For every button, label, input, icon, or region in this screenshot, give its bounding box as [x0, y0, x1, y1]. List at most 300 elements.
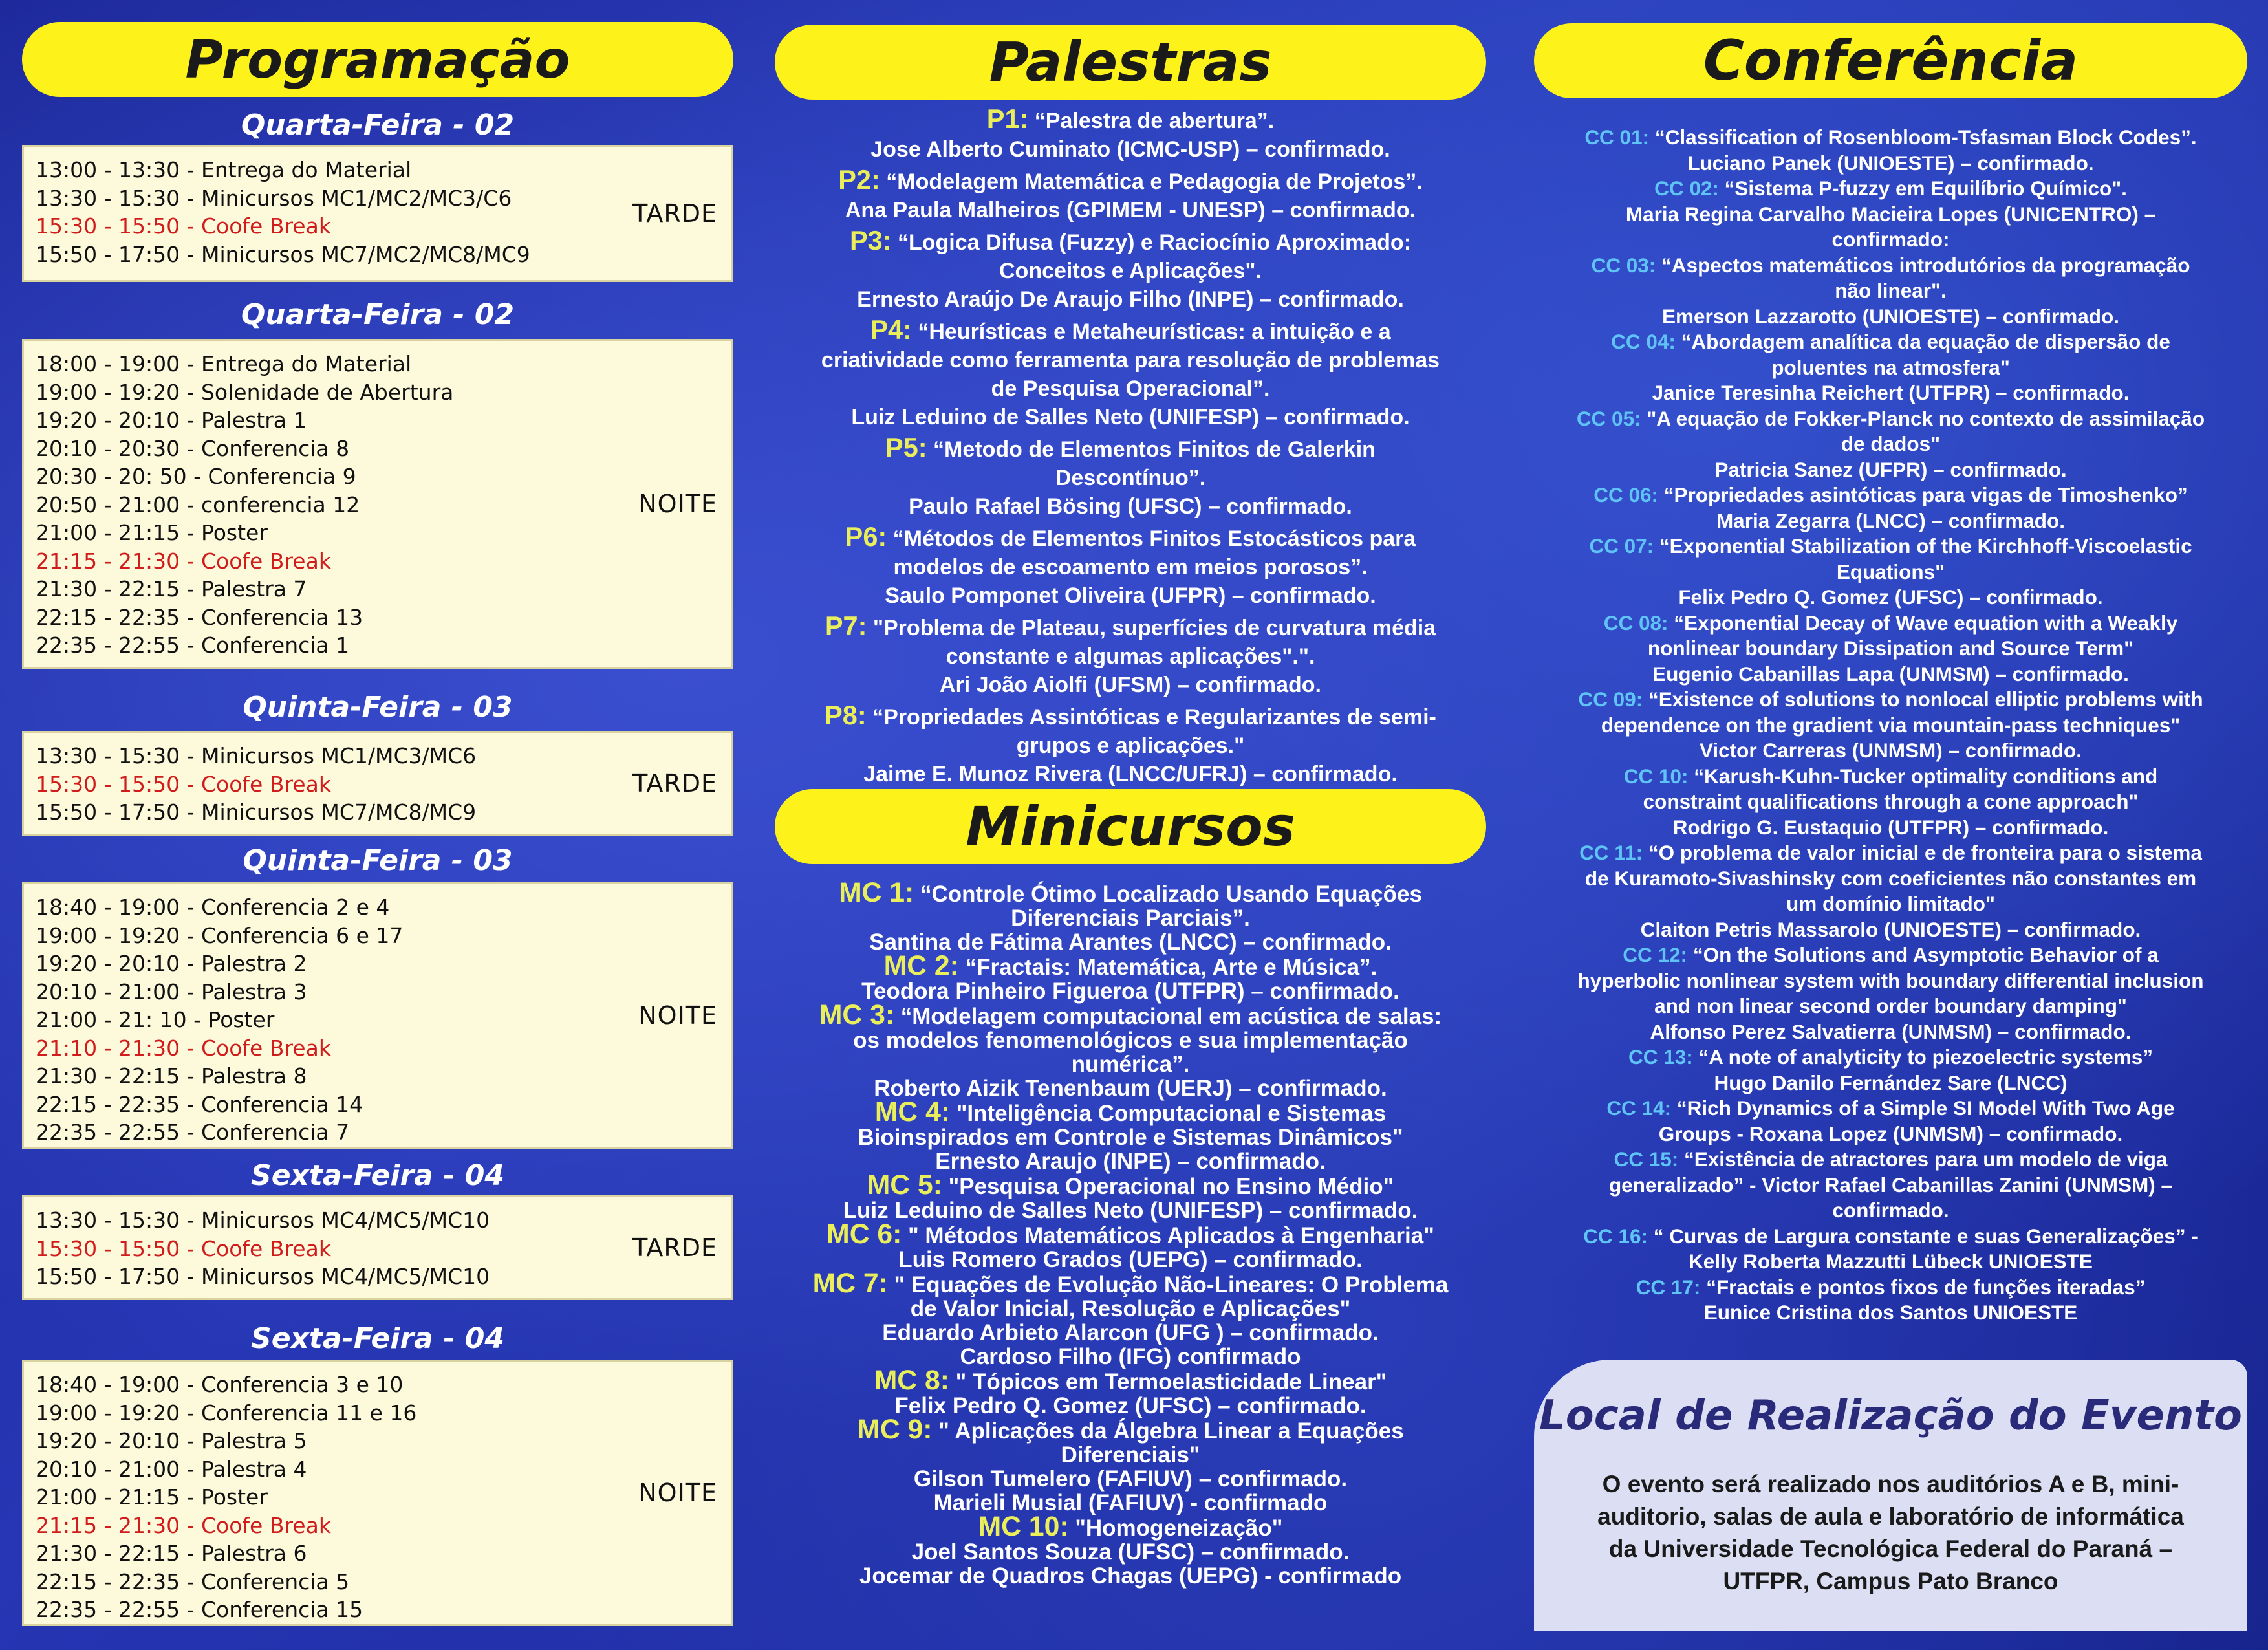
conferencia-item: [1534, 406, 2247, 483]
minicursos-title: Minicursos: [966, 795, 1295, 858]
item-text: "Pesquisa Operacional no Ensino Médio": [948, 1174, 1394, 1199]
item-text: "Problema de Plateau, superfícies de curvatura média: [872, 616, 1436, 640]
item-text: Eugenio Cabanillas Lapa (UNMSM) – confirmado.: [1652, 662, 2129, 686]
item-line: [775, 346, 1486, 375]
item-code: P5:: [885, 432, 927, 462]
item-text: “On the Solutions and Asymptotic Behavior of a: [1692, 943, 2159, 966]
item-title-line: [1534, 1045, 2247, 1070]
item-line: [775, 257, 1486, 285]
item-code: P2:: [838, 164, 880, 195]
palestras-item: [775, 105, 1486, 164]
local-line: O evento será realizado nos auditórios A e B, mini-: [1602, 1471, 2179, 1497]
item-code: MC 5:: [867, 1169, 942, 1200]
item-line: [1534, 968, 2247, 994]
item-text: não linear".: [1835, 279, 1947, 302]
palestras-item: [775, 433, 1486, 521]
item-line: [1534, 559, 2247, 585]
local-description: [1534, 1468, 2247, 1598]
item-line: [1534, 585, 2247, 611]
local-line: da Universidade Tecnológica Federal do Paraná –: [1608, 1536, 2173, 1562]
item-text: modelos de escoamento em meios porosos”.: [893, 555, 1368, 580]
item-code: MC 6:: [826, 1219, 902, 1250]
item-line: [775, 1491, 1486, 1515]
item-line: [775, 1125, 1486, 1149]
item-title-line: [1534, 483, 2247, 508]
period-label: NOITE: [638, 1479, 717, 1507]
item-line: [775, 1540, 1486, 1564]
item-text: " Métodos Matemáticos Aplicados à Engenharia": [908, 1223, 1434, 1248]
item-text: “Palestra de abertura”.: [1034, 109, 1275, 133]
item-text: um domínio limitado": [1786, 892, 1995, 915]
conferencia-item: [1534, 534, 2247, 611]
item-title-line: [775, 1169, 1486, 1200]
item-title-line: [775, 166, 1486, 196]
item-line: [775, 1467, 1486, 1491]
item-text: “Fractais: Matemática, Arte e Música”.: [965, 955, 1377, 980]
item-line: [775, 1443, 1486, 1467]
item-text: Ernesto Araujo (INPE) – confirmado.: [935, 1149, 1326, 1174]
palestras-item: [775, 523, 1486, 610]
item-text: criatividade como ferramenta para resolução de problemas: [821, 348, 1440, 373]
schedule-row: 21:00 - 21: 10 - Poster: [36, 1007, 275, 1032]
item-text: Kelly Roberta Mazzutti Lübeck UNIOESTE: [1689, 1250, 2093, 1273]
item-text: constante e algumas aplicações".".: [945, 644, 1315, 669]
item-code: CC 17:: [1636, 1275, 1701, 1299]
programacao-title: Programação: [185, 29, 570, 90]
item-line: [775, 375, 1486, 403]
item-text: Joel Santos Souza (UFSC) – confirmado.: [911, 1539, 1350, 1565]
day-heading: Quinta-Feira - 03: [243, 691, 513, 724]
period-label: TARDE: [632, 1233, 717, 1262]
item-title-line: [775, 612, 1486, 642]
item-code: P4:: [870, 314, 912, 345]
item-text: “Propriedades asintóticas para vigas de Timoshenko”: [1663, 483, 2188, 506]
item-code: CC 13:: [1628, 1045, 1693, 1069]
item-line: [775, 1297, 1486, 1321]
item-title-line: [1534, 125, 2247, 151]
item-text: generalizado” - Victor Rafael Cabanillas Zanini (UNMSM) –: [1608, 1173, 2173, 1197]
item-line: [1534, 304, 2247, 330]
item-text: Saulo Pomponet Oliveira (UFPR) – confirmado.: [885, 583, 1376, 608]
item-code: CC 14:: [1606, 1096, 1672, 1120]
item-text: “Classification of Rosenbloom-Tsfasman Block Codes”.: [1654, 125, 2197, 149]
item-text: de Kuramoto-Sivashinsky com coeficientes não constantes em: [1584, 866, 2197, 890]
item-line: [775, 581, 1486, 610]
item-code: CC 11:: [1579, 841, 1643, 864]
item-title-line: [775, 1414, 1486, 1445]
item-text: Gilson Tumelero (FAFIUV) – confirmado.: [913, 1466, 1348, 1492]
schedule-row: 20:50 - 21:00 - conferencia 12: [36, 492, 360, 517]
item-title-line: [775, 523, 1486, 553]
conferencia-item: [1534, 329, 2247, 406]
period-label: NOITE: [638, 1001, 717, 1030]
local-title: Local de Realização do Evento: [1539, 1392, 2242, 1440]
conferencia-item: [1534, 483, 2247, 534]
item-code: MC 1:: [839, 877, 914, 908]
schedule-row: 15:50 - 17:50 - Minicursos MC4/MC5/MC10: [36, 1264, 490, 1289]
item-text: " Aplicações da Álgebra Linear a Equações: [938, 1418, 1404, 1444]
minicursos-list: [775, 877, 1486, 1589]
conferencia-item: [1534, 1224, 2247, 1275]
item-text: Emerson Lazzarotto (UNIOESTE) – confirmado.: [1661, 304, 2120, 328]
item-text: Santina de Fátima Arantes (LNCC) – confirmado.: [869, 929, 1392, 955]
item-code: P3:: [849, 225, 892, 255]
conferencia-item: [1534, 1275, 2247, 1326]
item-line: [1534, 789, 2247, 815]
item-line: [1534, 151, 2247, 177]
coffee-break-row: 21:15 - 21:30 - Coofe Break: [36, 548, 331, 574]
item-line: [775, 732, 1486, 760]
item-text: “Modelagem computacional em acústica de salas:: [900, 1004, 1442, 1029]
schedule-row: 22:15 - 22:35 - Conferencia 14: [36, 1091, 363, 1117]
item-text: Maria Zegarra (LNCC) – confirmado.: [1716, 508, 2066, 532]
day-heading: Sexta-Feira - 04: [251, 1322, 504, 1355]
item-code: CC 08:: [1603, 611, 1669, 635]
schedule-row: 22:35 - 22:55 - Conferencia 15: [36, 1597, 363, 1622]
item-text: Victor Carreras (UNMSM) – confirmado.: [1699, 739, 2082, 762]
item-line: [1534, 380, 2247, 406]
item-text: and non linear second order boundary damping": [1654, 994, 2127, 1017]
schedule-row: 20:30 - 20: 50 - Conferencia 9: [36, 464, 356, 489]
item-code: CC 16:: [1583, 1224, 1648, 1248]
item-title-line: [1534, 687, 2247, 713]
item-title-line: [775, 1511, 1486, 1542]
schedule-row: 13:30 - 15:30 - Minicursos MC1/MC3/MC6: [36, 743, 477, 768]
item-text: Roberto Aizik Tenenbaum (UERJ) – confirmado.: [874, 1076, 1387, 1101]
item-title-line: [775, 1268, 1486, 1299]
item-line: [775, 1321, 1486, 1345]
schedule-box: [22, 882, 733, 1149]
item-text: “Karush-Kuhn-Tucker optimality conditions and: [1694, 764, 2158, 788]
item-text: poluentes na atmosfera": [1771, 355, 2010, 379]
item-code: MC 4:: [874, 1096, 951, 1127]
conferencia-item: [1534, 840, 2247, 942]
item-line: [1534, 738, 2247, 764]
minicursos-item: [775, 1268, 1486, 1369]
minicursos-item: [775, 1219, 1486, 1272]
item-code: MC 2:: [883, 950, 959, 981]
coffee-break-row: 15:30 - 15:50 - Coofe Break: [36, 1235, 331, 1261]
local-line: auditorio, salas de aula e laboratório de informática: [1597, 1503, 2184, 1530]
item-text: “Fractais e pontos fixos de funções iteradas”: [1706, 1275, 2146, 1299]
item-line: [775, 906, 1486, 930]
item-text: de dados": [1841, 432, 1941, 455]
item-code: P8:: [825, 700, 867, 730]
item-text: “Heurísticas e Metaheurísticas: a intuição e a: [918, 320, 1391, 344]
conferencia-item: [1534, 764, 2247, 841]
item-line: [775, 1564, 1486, 1588]
item-text: Janice Teresinha Reichert (UTFPR) – confirmado.: [1652, 381, 2130, 404]
item-title-line: [1534, 840, 2247, 866]
item-line: [775, 553, 1486, 581]
minicursos-item: [775, 1414, 1486, 1515]
palestras-title: Palestras: [989, 30, 1272, 94]
conferencia-item: [1534, 253, 2247, 330]
item-text: “Propriedades Assintóticas e Regularizantes de semi-: [872, 705, 1436, 730]
programacao-header: [22, 22, 733, 97]
item-text: Hugo Danilo Fernández Sare (LNCC): [1714, 1070, 2068, 1094]
item-line: [775, 464, 1486, 492]
day-heading: Quarta-Feira - 02: [241, 109, 515, 142]
minicursos-item: [775, 1096, 1486, 1174]
conferencia-item: [1534, 611, 2247, 688]
item-code: CC 01:: [1584, 125, 1650, 149]
conferencia-item: [1534, 1045, 2247, 1096]
item-title-line: [1534, 329, 2247, 355]
item-line: [1534, 636, 2247, 662]
item-line: [775, 760, 1486, 788]
item-text: “Controle Ótimo Localizado Usando Equações: [920, 882, 1422, 907]
schedule-row: 19:20 - 20:10 - Palestra 1: [36, 407, 307, 433]
item-line: [1534, 1249, 2247, 1275]
period-label: TARDE: [632, 199, 717, 228]
item-text: “Logica Difusa (Fuzzy) e Raciocínio Aproximado:: [897, 230, 1412, 255]
item-line: [1534, 713, 2247, 739]
item-text: “Exponential Stabilization of the Kirchhoff-Viscoelastic: [1659, 534, 2192, 558]
item-line: [1534, 355, 2247, 381]
item-text: “Metodo de Elementos Finitos de Galerkin: [933, 437, 1376, 462]
item-title-line: [1534, 176, 2247, 202]
schedule-row: 19:00 - 19:20 - Conferencia 6 e 17: [36, 922, 404, 948]
item-line: [1534, 1300, 2247, 1326]
item-text: “Abordagem analítica da equação de dispersão de: [1681, 330, 2170, 353]
item-text: nonlinear boundary Dissipation and Source Term": [1647, 636, 2134, 660]
item-text: " Equações de Evolução Não-Lineares: O Problema: [894, 1272, 1449, 1297]
item-line: [1534, 431, 2247, 457]
item-text: "A equação de Fokker-Planck no contexto de assimilação: [1647, 406, 2205, 430]
palestras-item: [775, 316, 1486, 431]
palestras-item: [775, 701, 1486, 788]
item-text: dependence on the gradient via mountain-pass techniques": [1601, 713, 2181, 737]
item-text: Eunice Cristina dos Santos UNIOESTE: [1703, 1301, 2078, 1324]
item-title-line: [1534, 1096, 2247, 1122]
schedule-row: 20:10 - 21:00 - Palestra 4: [36, 1456, 307, 1482]
item-line: [1534, 202, 2247, 228]
conferencia-item: [1534, 687, 2247, 764]
item-code: CC 04:: [1611, 330, 1676, 353]
item-text: grupos e aplicações.": [1016, 733, 1245, 758]
item-code: MC 10:: [978, 1511, 1069, 1542]
item-title-line: [775, 316, 1486, 346]
day-heading: Sexta-Feira - 04: [251, 1159, 504, 1192]
item-line: [775, 403, 1486, 431]
day-heading: Quinta-Feira - 03: [243, 844, 513, 877]
item-text: Eduardo Arbieto Alarcon (UFG ) – confirmado.: [882, 1320, 1379, 1345]
item-text: "Inteligência Computacional e Sistemas: [956, 1101, 1387, 1126]
item-line: [775, 671, 1486, 699]
item-text: Luis Romero Grados (UEPG) – confirmado.: [898, 1247, 1363, 1272]
item-text: de Pesquisa Operacional”.: [991, 376, 1270, 401]
local-box: [1534, 1360, 2247, 1631]
day-heading: Quarta-Feira - 02: [241, 298, 515, 331]
schedule-row: 21:00 - 21:15 - Poster: [36, 520, 268, 545]
item-title-line: [775, 105, 1486, 135]
item-line: [775, 930, 1486, 954]
item-code: CC 15:: [1614, 1147, 1679, 1171]
conferencia-item: [1534, 942, 2247, 1045]
item-line: [1534, 1198, 2247, 1224]
schedule-box: [22, 1360, 733, 1626]
schedule-box: [22, 731, 733, 836]
period-label: TARDE: [632, 769, 717, 798]
item-title-line: [775, 701, 1486, 732]
item-code: CC 05:: [1576, 406, 1641, 430]
item-title-line: [1534, 942, 2247, 968]
item-code: P6:: [845, 521, 887, 552]
item-line: [1534, 457, 2247, 483]
item-line: [1534, 1019, 2247, 1045]
item-text: Teodora Pinheiro Figueroa (UTFPR) – confirmado.: [861, 979, 1399, 1004]
schedule-row: 19:20 - 20:10 - Palestra 2: [36, 951, 307, 976]
palestras-item: [775, 226, 1486, 314]
item-text: os modelos fenomenológicos e sua implementação: [853, 1028, 1408, 1053]
item-title-line: [1534, 764, 2247, 790]
item-line: [775, 196, 1486, 224]
minicursos-item: [775, 1365, 1486, 1418]
item-text: constraint qualifications through a cone approach": [1643, 790, 2139, 813]
item-line: [1534, 917, 2247, 943]
schedule-row: 20:10 - 20:30 - Conferencia 8: [36, 435, 350, 461]
item-text: “Modelagem Matemática e Pedagogia de Projetos”.: [886, 169, 1423, 194]
item-line: [1534, 227, 2247, 253]
minicursos-item: [775, 877, 1486, 955]
item-text: Alfonso Perez Salvatierra (UNMSM) – confirmado.: [1650, 1019, 2132, 1043]
coffee-break-row: 15:30 - 15:50 - Coofe Break: [36, 213, 331, 239]
item-text: Jaime E. Munoz Rivera (LNCC/UFRJ) – confirmado.: [863, 762, 1398, 787]
schedule-row: 19:00 - 19:20 - Solenidade de Abertura: [36, 379, 454, 405]
item-text: Ari João Aiolfi (UFSM) – confirmado.: [940, 673, 1321, 697]
schedule-box: [22, 339, 733, 669]
item-code: P1:: [986, 103, 1029, 134]
coffee-break-row: 21:10 - 21:30 - Coofe Break: [36, 1035, 331, 1061]
item-text: Felix Pedro Q. Gomez (UFSC) – confirmado.: [1678, 585, 2103, 609]
item-code: MC 9:: [857, 1414, 933, 1445]
schedule-row: 22:35 - 22:55 - Conferencia 7: [36, 1120, 350, 1145]
item-line: [775, 285, 1486, 314]
schedule-row: 22:35 - 22:55 - Conferencia 1: [36, 633, 350, 658]
schedule-box: [22, 1195, 733, 1300]
item-title-line: [775, 433, 1486, 464]
local-line: UTFPR, Campus Pato Branco: [1723, 1568, 2058, 1594]
item-line: [1534, 891, 2247, 917]
item-text: Felix Pedro Q. Gomez (UFSC) – confirmado.: [894, 1393, 1366, 1418]
schedule-box: [22, 145, 733, 282]
schedule-row: 21:00 - 21:15 - Poster: [36, 1484, 268, 1510]
item-text: Luiz Leduino de Salles Neto (UNIFESP) – confirmado.: [851, 405, 1410, 429]
schedule-row: 20:10 - 21:00 - Palestra 3: [36, 979, 307, 1004]
item-text: Groups - Roxana Lopez (UNMSM) – confirmado.: [1658, 1122, 2123, 1145]
item-line: [1534, 866, 2247, 892]
item-code: MC 3:: [819, 999, 895, 1030]
item-line: [1534, 1173, 2247, 1199]
item-title-line: [1534, 1147, 2247, 1173]
item-title-line: [775, 226, 1486, 257]
item-text: de Valor Inicial, Resolução e Aplicações": [910, 1296, 1351, 1321]
minicursos-item: [775, 999, 1486, 1101]
item-line: [775, 1052, 1486, 1076]
item-text: “A note of analyticity to piezoelectric systems”: [1698, 1045, 2154, 1069]
conferencia-item: [1534, 176, 2247, 253]
schedule-row: 15:50 - 17:50 - Minicursos MC7/MC2/MC8/MC9: [36, 241, 530, 267]
item-title-line: [1534, 611, 2247, 636]
item-title-line: [775, 1219, 1486, 1250]
item-line: [775, 492, 1486, 521]
item-text: Conceitos e Aplicações".: [999, 259, 1262, 283]
item-title-line: [1534, 1224, 2247, 1250]
schedule-row: 19:00 - 19:20 - Conferencia 11 e 16: [36, 1400, 417, 1426]
item-title-line: [1534, 1275, 2247, 1301]
schedule-row: 21:30 - 22:15 - Palestra 6: [36, 1541, 307, 1566]
item-text: “Rich Dynamics of a Simple SI Model With Two Age: [1676, 1096, 2175, 1120]
item-line: [1534, 993, 2247, 1019]
item-text: numérica”.: [1071, 1052, 1190, 1077]
item-text: Ana Paula Malheiros (GPIMEM - UNESP) – confirmado.: [845, 198, 1416, 223]
item-line: [1534, 508, 2247, 534]
schedule-row: 18:40 - 19:00 - Conferencia 3 e 10: [36, 1372, 404, 1397]
item-text: Claiton Petris Massarolo (UNIOESTE) – confirmado.: [1640, 917, 2141, 941]
item-text: “Existência de atractores para um modelo de viga: [1684, 1147, 2168, 1171]
item-line: [775, 642, 1486, 671]
item-text: “Aspectos matemáticos introdutórios da programação: [1661, 253, 2190, 277]
item-text: “Exponential Decay of Wave equation with a Weakly: [1674, 611, 2178, 635]
item-text: Maria Regina Carvalho Macieira Lopes (UNICENTRO) –: [1625, 202, 2156, 226]
minicursos-item: [775, 950, 1486, 1004]
schedule-row: 13:00 - 13:30 - Entrega do Material: [36, 157, 412, 182]
item-code: MC 7:: [812, 1268, 888, 1299]
item-text: Paulo Rafael Bösing (UFSC) – confirmado.: [909, 494, 1352, 519]
minicursos-item: [775, 1511, 1486, 1589]
conferencia-item: [1534, 1096, 2247, 1147]
conferencia-item: [1534, 125, 2247, 176]
schedule-row: 21:30 - 22:15 - Palestra 7: [36, 576, 307, 602]
conferencia-list: [1534, 125, 2247, 1326]
conferencia-title: Conferência: [1703, 28, 2079, 93]
item-text: Jocemar de Quadros Chagas (UEPG) - confirmado: [859, 1563, 1402, 1589]
item-line: [1534, 278, 2247, 304]
schedule-row: 13:30 - 15:30 - Minicursos MC1/MC2/MC3/C6: [36, 185, 512, 211]
schedule-row: 18:00 - 19:00 - Entrega do Material: [36, 351, 412, 376]
item-code: CC 09:: [1578, 688, 1643, 711]
item-title-line: [775, 950, 1486, 981]
item-line: [1534, 1070, 2247, 1096]
palestras-list: [775, 105, 1486, 790]
item-code: CC 02:: [1654, 177, 1719, 200]
minicursos-header: [775, 789, 1486, 864]
item-line: [1534, 815, 2247, 841]
conferencia-item: [1534, 1147, 2247, 1224]
period-label: NOITE: [638, 490, 717, 518]
palestras-item: [775, 166, 1486, 224]
item-text: Equations": [1836, 559, 1945, 583]
item-text: Diferenciais": [1061, 1442, 1200, 1468]
item-text: “Sistema P-fuzzy em Equilíbrio Químico".: [1724, 177, 2127, 200]
item-line: [775, 135, 1486, 164]
palestras-item: [775, 612, 1486, 699]
item-text: “Existence of solutions to nonlocal elliptic problems with: [1648, 688, 2203, 711]
coffee-break-row: 21:15 - 21:30 - Coofe Break: [36, 1512, 331, 1538]
item-text: Cardoso Filho (IFG) confirmado: [960, 1344, 1301, 1369]
item-title-line: [1534, 406, 2247, 432]
minicursos-item: [775, 1169, 1486, 1223]
item-text: “O problema de valor inicial e de fronteira para o sistema: [1648, 841, 2202, 864]
item-text: confirmado:: [1831, 228, 1950, 251]
item-text: Bioinspirados em Controle e Sistemas Dinâmicos": [858, 1125, 1403, 1150]
item-code: P7:: [825, 611, 867, 641]
item-title-line: [775, 1096, 1486, 1127]
item-text: Luciano Panek (UNIOESTE) – confirmado.: [1687, 151, 2094, 175]
item-code: CC 10:: [1623, 764, 1689, 788]
item-code: CC 07:: [1589, 534, 1654, 558]
